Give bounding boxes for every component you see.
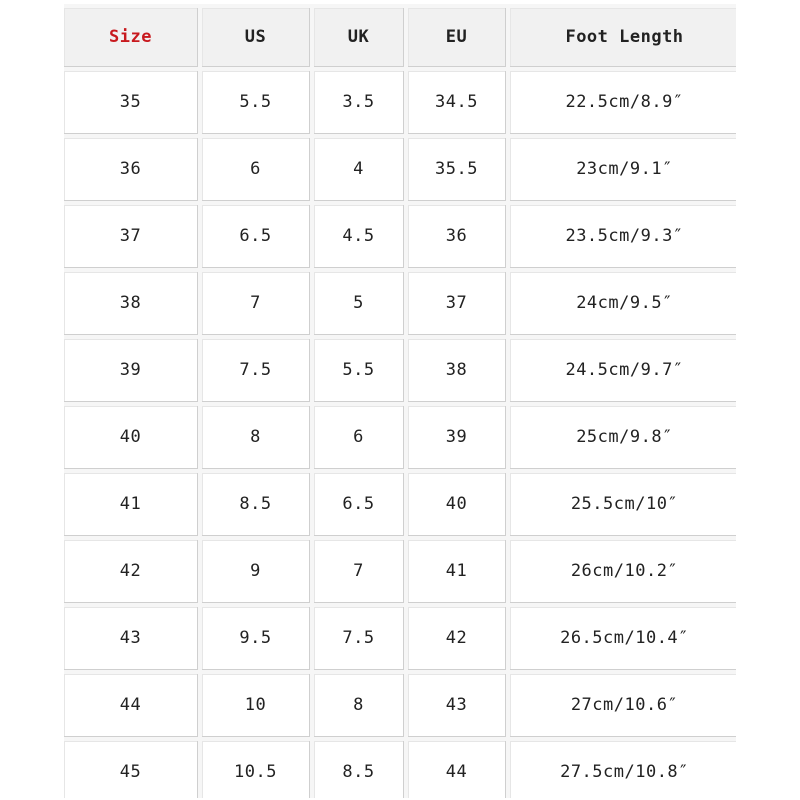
cell-size: 40 [64,406,198,469]
cell-eu: 37 [408,272,506,335]
header-size: Size [64,8,198,67]
cell-eu: 43 [408,674,506,737]
cell-foot-length: 23.5cm/9.3″ [510,205,736,268]
cell-uk: 4.5 [314,205,404,268]
cell-size: 45 [64,741,198,798]
cell-size: 36 [64,138,198,201]
size-table [64,4,736,798]
table-row [64,473,736,536]
cell-uk: 7.5 [314,607,404,670]
header-uk: UK [314,8,404,67]
table-row [64,71,736,134]
header-row [64,8,736,67]
cell-foot-length: 26.5cm/10.4″ [510,607,736,670]
cell-size: 37 [64,205,198,268]
cell-foot-length: 24.5cm/9.7″ [510,339,736,402]
table-row [64,406,736,469]
cell-us: 5.5 [202,71,310,134]
table-row [64,138,736,201]
cell-uk: 3.5 [314,71,404,134]
cell-size: 35 [64,71,198,134]
header-eu: EU [408,8,506,67]
cell-foot-length: 24cm/9.5″ [510,272,736,335]
cell-uk: 7 [314,540,404,603]
size-chart [64,4,736,798]
cell-uk: 4 [314,138,404,201]
cell-uk: 5 [314,272,404,335]
cell-eu: 39 [408,406,506,469]
cell-uk: 6.5 [314,473,404,536]
table-row [64,741,736,798]
cell-foot-length: 27.5cm/10.8″ [510,741,736,798]
cell-eu: 44 [408,741,506,798]
cell-foot-length: 25.5cm/10″ [510,473,736,536]
cell-foot-length: 26cm/10.2″ [510,540,736,603]
cell-size: 42 [64,540,198,603]
cell-size: 43 [64,607,198,670]
cell-size: 41 [64,473,198,536]
table-row [64,205,736,268]
header-us: US [202,8,310,67]
cell-foot-length: 22.5cm/8.9″ [510,71,736,134]
table-row [64,339,736,402]
cell-foot-length: 23cm/9.1″ [510,138,736,201]
cell-us: 7 [202,272,310,335]
cell-eu: 36 [408,205,506,268]
cell-us: 9 [202,540,310,603]
cell-eu: 38 [408,339,506,402]
cell-us: 8.5 [202,473,310,536]
table-row [64,272,736,335]
cell-eu: 41 [408,540,506,603]
cell-uk: 5.5 [314,339,404,402]
header-foot-length: Foot Length [510,8,736,67]
cell-eu: 40 [408,473,506,536]
cell-us: 6 [202,138,310,201]
cell-foot-length: 25cm/9.8″ [510,406,736,469]
table-body [64,71,736,798]
cell-size: 38 [64,272,198,335]
cell-eu: 42 [408,607,506,670]
cell-uk: 8 [314,674,404,737]
table-row [64,540,736,603]
cell-us: 10.5 [202,741,310,798]
cell-size: 44 [64,674,198,737]
cell-eu: 34.5 [408,71,506,134]
cell-eu: 35.5 [408,138,506,201]
table-row [64,674,736,737]
cell-foot-length: 27cm/10.6″ [510,674,736,737]
cell-us: 8 [202,406,310,469]
cell-us: 6.5 [202,205,310,268]
cell-us: 7.5 [202,339,310,402]
cell-uk: 8.5 [314,741,404,798]
table-row [64,607,736,670]
cell-uk: 6 [314,406,404,469]
cell-size: 39 [64,339,198,402]
cell-us: 10 [202,674,310,737]
cell-us: 9.5 [202,607,310,670]
